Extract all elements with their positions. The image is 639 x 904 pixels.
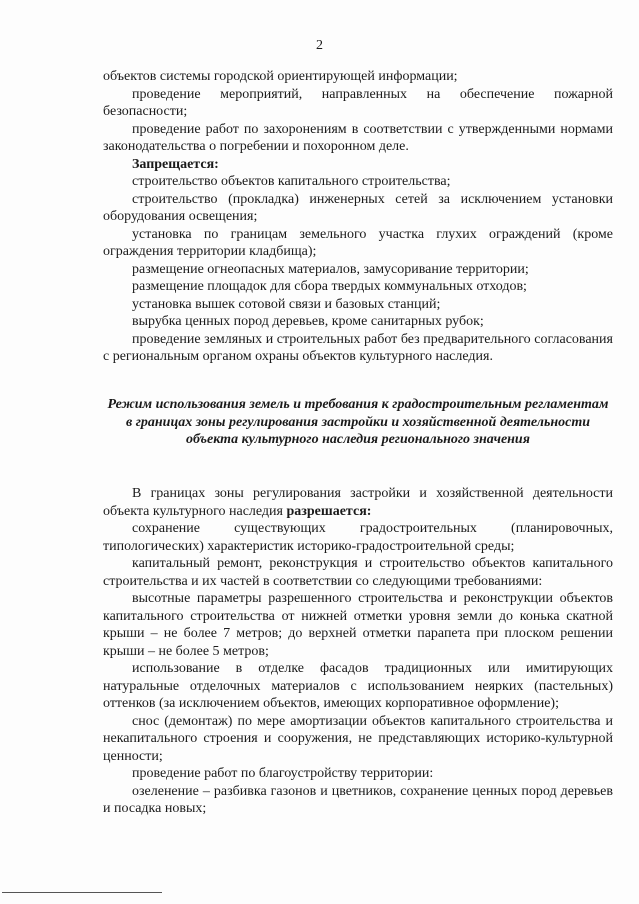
intro-paragraph (103, 485, 613, 520)
paragraph: строительство (прокладка) инженерных сетей за исключением установки оборудования освещения; (103, 191, 613, 224)
paragraph: объектов системы городской ориентирующей информации; (103, 69, 458, 84)
paragraph: установка вышек сотовой связи и базовых станций; (132, 296, 441, 312)
permitted-colon: : (366, 503, 372, 519)
footnote-divider (2, 892, 162, 893)
paragraph: проведение работ по благоустройству территории: (132, 766, 434, 781)
paragraph: проведение земляных и строительных работ без предварительного согласования с региональным органом охраны объектов культурного наследия. (103, 331, 613, 364)
section-heading: Режим использования земель и требования к градостроительным регламентам в границах зоны регулирования застройки и хозяйственной деятельности объекта культурного наследия регионального значения (107, 397, 609, 447)
paragraph: проведение работ по захоронениям в соответствии с утвержденными нормами законодательства о погребении и похоронном деле. (103, 121, 613, 154)
paragraph: высотные параметры разрешенного строительства и реконструкции объектов капитального строительства от нижней отметки уровня земли до конька скатной крыши – не более 7 метров; до верхней отметки парапета при плоском решении крыши – не более 5 метров; (103, 591, 613, 659)
paragraph: сохранение существующих градостроительных (планировочных, типологических) характеристик историко-градостроительной среды; (103, 521, 613, 554)
paragraph: размещение огнеопасных материалов, замусоривание территории; (132, 261, 529, 277)
intro-text: В границах зоны регулирования застройки и хозяйственной деятельности объекта культурного наследия (103, 486, 613, 519)
paragraph: размещение площадок для сбора твердых коммунальных отходов; (132, 279, 527, 294)
paragraph: снос (демонтаж) по мере амортизации объектов капитального строительства и некапитального строения и сооружения, не представляющих историко-культурной ценности; (103, 713, 613, 764)
paragraph: озеленение – разбивка газонов и цветников, сохранение ценных пород деревьев и посадка новых; (103, 783, 613, 816)
prohibited-heading: Запрещается: (132, 156, 219, 172)
paragraph: установка по границам земельного участка глухих ограждений (кроме ограждения территории кладбища); (103, 226, 613, 259)
page-number: 2 (316, 38, 323, 53)
permitted-label: разрешается (286, 503, 367, 519)
paragraph: капитальный ремонт, реконструкция и строительство объектов капитального строительства и их частей в соответствии со следующими требованиями: (103, 556, 613, 589)
paragraph: строительство объектов капитального строительства; (132, 174, 451, 189)
paragraph: использование в отделке фасадов традиционных или имитирующих натуральные отделочных материалов с использованием неярких (пастельных) оттенков (за исключением объектов, имеющих корпоративное оформление); (103, 661, 613, 711)
paragraph: проведение мероприятий, направленных на обеспечение пожарной безопасности; (103, 86, 613, 119)
paragraph: вырубка ценных пород деревьев, кроме санитарных рубок; (132, 314, 484, 329)
text-block-permitted-continued (103, 68, 613, 366)
text-block-regulation-zone (103, 485, 613, 818)
